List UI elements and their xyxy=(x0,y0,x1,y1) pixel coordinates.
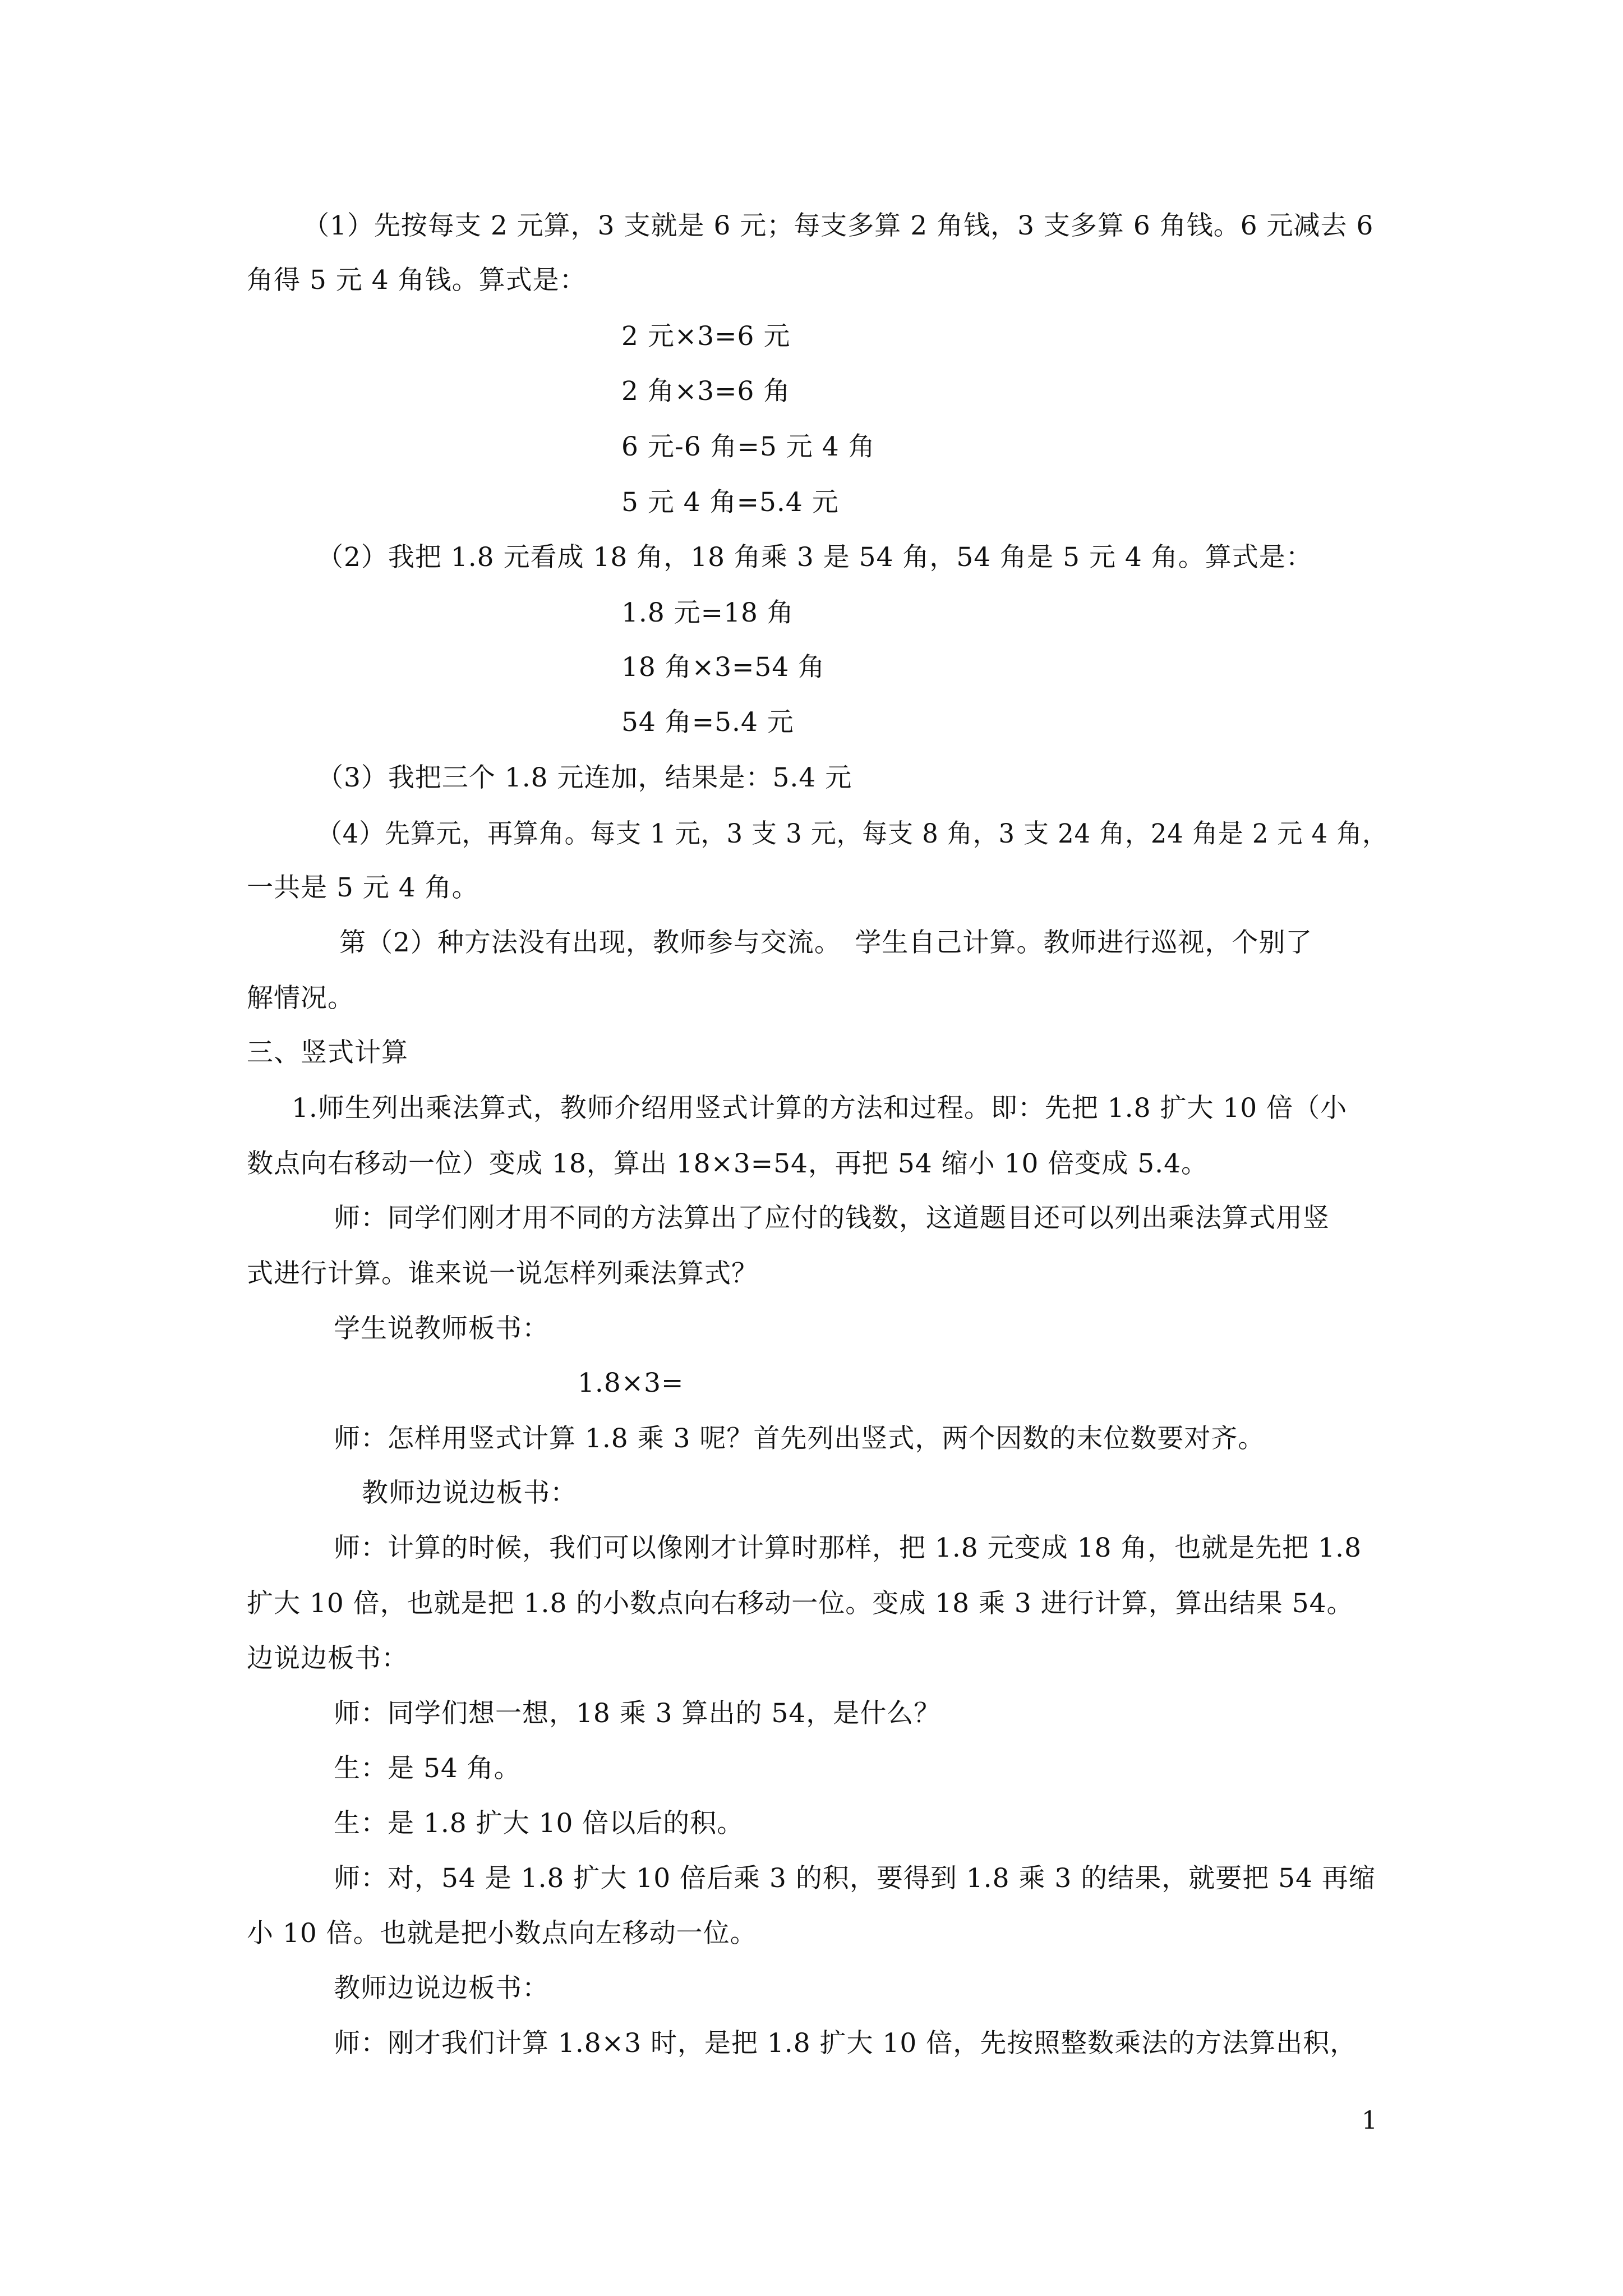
text-line: （4）先算元，再算角。每支 1 元，3 支 3 元，每支 8 角，3 支 24 角，24 角是 2 元 4 角， xyxy=(317,818,1388,849)
text-line: 师：同学们刚才用不同的方法算出了应付的钱数，这道题目还可以列出乘法算式用竖 xyxy=(334,1203,1330,1234)
text-line: 一共是 5 元 4 角。 xyxy=(247,872,479,903)
text-line: 生：是 1.8 扩大 10 倍以后的积。 xyxy=(334,1808,744,1839)
text-line: 师：对，54 是 1.8 扩大 10 倍后乘 3 的积，要得到 1.8 乘 3 的结果，就要把 54 再缩 xyxy=(334,1863,1376,1894)
text-line: 第（2）种方法没有出现，教师参与交流。 学生自己计算。教师进行巡视，个别了 xyxy=(339,927,1313,958)
equation-line: 1.8×3= xyxy=(578,1368,684,1398)
text-line: 角得 5 元 4 角钱。算式是： xyxy=(247,265,587,296)
text-line: （2）我把 1.8 元看成 18 角，18 角乘 3 是 54 角，54 角是 5 元 4 角。算式是： xyxy=(317,542,1313,573)
equation-line: 5 元 4 角=5.4 元 xyxy=(621,487,839,518)
text-line: 边说边板书： xyxy=(247,1643,408,1674)
equation-line: 6 元-6 角=5 元 4 角 xyxy=(621,431,875,462)
text-line: 扩大 10 倍，也就是把 1.8 的小数点向右移动一位。变成 18 乘 3 进行计算，算出结果 54。 xyxy=(247,1588,1354,1619)
text-line: 生：是 54 角。 xyxy=(334,1753,521,1784)
text-line: 数点向右移动一位）变成 18，算出 18×3=54，再把 54 缩小 10 倍变成 5.4。 xyxy=(247,1148,1209,1179)
equation-line: 1.8 元=18 角 xyxy=(621,597,794,628)
page-number: 1 xyxy=(1362,2106,1377,2135)
section-heading: 三、竖式计算 xyxy=(247,1037,408,1068)
text-line: 教师边说边板书： xyxy=(362,1478,577,1508)
equation-line: 18 角×3=54 角 xyxy=(621,652,826,683)
equation-line: 2 角×3=6 角 xyxy=(621,376,791,407)
text-line: 师：同学们想一想，18 乘 3 算出的 54，是什么？ xyxy=(334,1698,941,1729)
text-line: 1.师生列出乘法算式，教师介绍用竖式计算的方法和过程。即：先把 1.8 扩大 10 倍（小 xyxy=(292,1093,1348,1124)
text-line: （3）我把三个 1.8 元连加，结果是：5.4 元 xyxy=(317,762,852,793)
text-line: （1）先按每支 2 元算，3 支就是 6 元；每支多算 2 角钱，3 支多算 6 角钱。6 元减去 6 xyxy=(303,210,1374,241)
text-line: 师：怎样用竖式计算 1.8 乘 3 呢？首先列出竖式，两个因数的末位数要对齐。 xyxy=(334,1423,1265,1454)
equation-line: 54 角=5.4 元 xyxy=(621,707,794,738)
text-line: 师：刚才我们计算 1.8×3 时，是把 1.8 扩大 10 倍，先按照整数乘法的方法算出积， xyxy=(334,2028,1357,2059)
text-line: 解情况。 xyxy=(247,983,354,1014)
equation-line: 2 元×3=6 元 xyxy=(621,321,791,352)
text-line: 式进行计算。谁来说一说怎样列乘法算式？ xyxy=(247,1258,758,1289)
text-line: 师：计算的时候，我们可以像刚才计算时那样，把 1.8 元变成 18 角，也就是先把 1.8 xyxy=(334,1533,1362,1563)
text-line: 学生说教师板书： xyxy=(334,1313,549,1344)
text-line: 教师边说边板书： xyxy=(334,1973,549,2004)
text-line: 小 10 倍。也就是把小数点向左移动一位。 xyxy=(247,1918,757,1949)
